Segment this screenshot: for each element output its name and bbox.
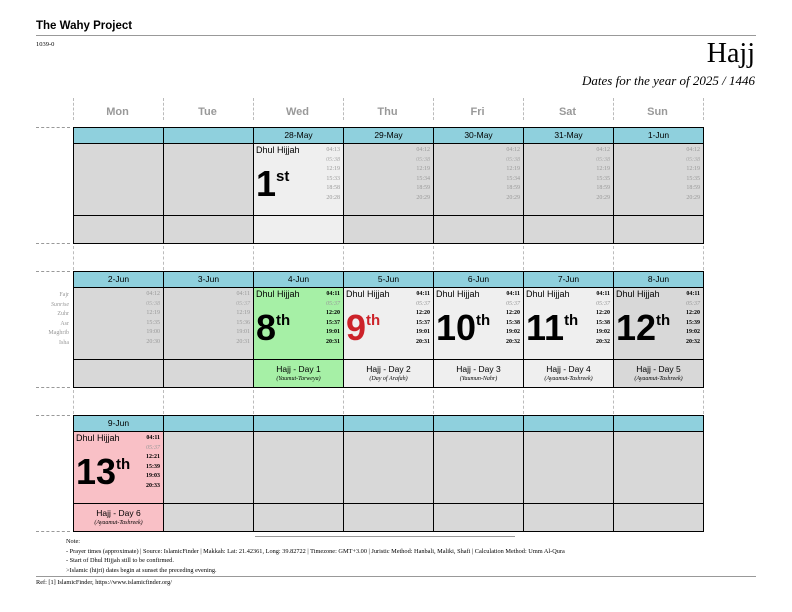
day-header-thu: Thu: [377, 106, 398, 118]
note-cell: [253, 215, 344, 244]
day-header-sun: Sun: [647, 106, 668, 118]
dash-sep: [343, 390, 344, 414]
date-header: [613, 415, 704, 432]
dash-sep: [343, 246, 344, 270]
date-header: 6-Jun: [433, 271, 524, 288]
notes-line: - Prayer times (approximate) | Source: IslamicFinder | Makkah: Lat: 21.42361, Long: 39.82722 | Timezone: GMT+3.00 | Juristic Method: Hanbali, Maliki, Shafi | Calculation Method: Umm Al-Qura: [66, 547, 565, 555]
prayer-times: 04:12 05:38 12:19 15:34 18:59 20:29: [506, 147, 520, 201]
date-header: 9-Jun: [73, 415, 164, 432]
day-cell-1st: [253, 143, 344, 216]
note-cell: [343, 503, 434, 532]
row-dash: [36, 127, 70, 128]
hajj-day-cell: [613, 359, 704, 388]
prayer-times: 04:12 05:38 12:19 15:35 19:00 20:30: [146, 291, 160, 345]
hajj-day-cell: [523, 359, 614, 388]
hajj-day-name: (Ayaamut-Tashreek): [544, 376, 593, 382]
hijri-month: Dhul Hijjah: [256, 289, 300, 299]
prayer-times: 04:13 05:38 12:19 15:33 18:58 20:28: [326, 147, 340, 201]
note-cell: [343, 215, 434, 244]
note-cell: [73, 359, 164, 388]
dash-sep: [73, 98, 74, 120]
day-header-tue: Tue: [198, 106, 217, 118]
note-cell: [433, 503, 524, 532]
prayer-times: 04:11 05:37 12:20 15:37 19:01 20:31: [326, 291, 340, 345]
row-dash: [36, 271, 70, 272]
dash-sep: [433, 98, 434, 120]
hajj-day-name: (Yaumut-Tarweya): [276, 376, 321, 382]
date-header: 29-May: [343, 127, 434, 144]
day-header-fri: Fri: [470, 106, 485, 118]
row-dash: [36, 243, 70, 244]
dash-sep: [73, 246, 74, 270]
dash-sep: [523, 246, 524, 270]
dash-sep: [433, 390, 434, 414]
date-header: [73, 127, 164, 144]
hijri-month: Dhul Hijjah: [526, 289, 570, 299]
day-cell-8th: [253, 287, 344, 360]
date-header: 4-Jun: [253, 271, 344, 288]
day-cell: [253, 431, 344, 504]
notes-line: - Start of Dhul Hijjah still to be confirmed.: [66, 557, 174, 564]
dash-sep: [253, 246, 254, 270]
hajj-day-cell: [253, 359, 344, 388]
hajj-day-name: (Yaumun-Nahr): [459, 376, 498, 382]
dash-sep: [163, 390, 164, 414]
date-header: 8-Jun: [613, 271, 704, 288]
day-cell: [163, 287, 254, 360]
prayer-times: 04:11 05:37 12:20 15:38 19:02 20:32: [506, 291, 520, 345]
day-cell: [343, 431, 434, 504]
prayer-times: 04:11 05:37 12:20 15:37 19:01 20:31: [416, 291, 430, 345]
hajj-day-name: (Day of Arafah): [369, 376, 408, 382]
hijri-day: 12th: [616, 307, 671, 348]
hajj-day-label: Hajj - Day 3: [456, 364, 501, 374]
dash-sep: [613, 390, 614, 414]
row-dash: [36, 387, 70, 388]
day-header-sat: Sat: [558, 106, 577, 118]
hajj-day-cell: [433, 359, 524, 388]
dash-sep: [163, 98, 164, 120]
header-rule: [36, 35, 756, 36]
note-cell: [253, 503, 344, 532]
prayer-times: 04:11 05:37 12:19 15:36 19:01 20:31: [236, 291, 250, 345]
date-header: [163, 127, 254, 144]
hajj-day-label: Hajj - Day 5: [636, 364, 681, 374]
hijri-month: Dhul Hijjah: [76, 433, 120, 443]
hijri-day: 13th: [76, 451, 131, 492]
hajj-day-label: Hajj - Day 1: [276, 364, 321, 374]
day-cell-12th: [613, 287, 704, 360]
hijri-day: 10th: [436, 307, 491, 348]
hijri-day: 11th: [526, 307, 579, 348]
note-cell: [613, 215, 704, 244]
dash-sep: [523, 98, 524, 120]
day-cell: [73, 143, 164, 216]
prayer-times: 04:11 05:37 12:21 15:39 19:03 20:33: [146, 435, 160, 489]
date-header: [523, 415, 614, 432]
row-dash: [36, 415, 70, 416]
page-subtitle: Dates for the year of 2025 / 1446: [582, 73, 755, 88]
day-cell: [163, 143, 254, 216]
dash-sep: [703, 390, 704, 414]
date-header: [433, 415, 524, 432]
dash-sep: [433, 246, 434, 270]
note-cell: [433, 215, 524, 244]
date-header: [253, 415, 344, 432]
dash-sep: [703, 246, 704, 270]
day-cell-10th: [433, 287, 524, 360]
prayer-times: 04:12 05:38 12:19 15:35 18:59 20:29: [686, 147, 700, 201]
hajj-day-name: (Ayaamut-Tashreek): [94, 520, 143, 526]
day-cell-11th: [523, 287, 614, 360]
notes-line: >Islamic (hijri) dates begin at sunset the preceding evening.: [66, 566, 217, 574]
dash-sep: [253, 98, 254, 120]
prayer-times: 04:11 05:37 12:20 15:39 19:02 20:32: [686, 291, 700, 345]
dash-sep: [523, 390, 524, 414]
brand-name: The Wahy Project: [36, 20, 133, 32]
day-cell: [433, 143, 524, 216]
note-cell: [613, 503, 704, 532]
dash-sep: [253, 390, 254, 414]
hajj-day-label: Hajj - Day 6: [96, 508, 141, 518]
hajj-day-label: Hajj - Day 4: [546, 364, 591, 374]
note-cell: [73, 215, 164, 244]
date-header: 7-Jun: [523, 271, 614, 288]
date-header: 31-May: [523, 127, 614, 144]
hajj-day-cell: [343, 359, 434, 388]
day-cell-9th: [343, 287, 434, 360]
date-header: 1-Jun: [613, 127, 704, 144]
day-header-wed: Wed: [285, 106, 310, 118]
day-cell: [73, 287, 164, 360]
reference: Ref: [1] IslamicFinder, https://www.islamicfinder.org/: [36, 579, 172, 586]
note-cell: [163, 215, 254, 244]
date-header: 30-May: [433, 127, 524, 144]
date-header: [163, 415, 254, 432]
dash-sep: [343, 98, 344, 120]
date-header: 3-Jun: [163, 271, 254, 288]
day-cell: [613, 431, 704, 504]
day-cell-13th: [73, 431, 164, 504]
date-header: 28-May: [253, 127, 344, 144]
day-cell: [343, 143, 434, 216]
note-cell: [523, 215, 614, 244]
hijri-month: Dhul Hijjah: [616, 289, 660, 299]
dash-sep: [73, 390, 74, 414]
date-header: 5-Jun: [343, 271, 434, 288]
day-cell: [523, 431, 614, 504]
day-cell: [613, 143, 704, 216]
note-cell: [163, 359, 254, 388]
hijri-month: Dhul Hijjah: [436, 289, 480, 299]
day-cell: [523, 143, 614, 216]
dash-sep: [163, 246, 164, 270]
hajj-day-name: (Ayaamut-Tashreek): [634, 376, 683, 382]
hijri-month: Dhul Hijjah: [256, 145, 300, 155]
dash-sep: [613, 98, 614, 120]
hajj-day-label: Hajj - Day 2: [366, 364, 411, 374]
prayer-labels: Fajr Sunrise Zuhr Asr Maghrib Isha: [48, 292, 69, 346]
day-header-mon: Mon: [106, 106, 129, 118]
note-cell: [523, 503, 614, 532]
notes: [66, 537, 565, 575]
hijri-day: 9th: [346, 307, 381, 348]
hijri-month: Dhul Hijjah: [346, 289, 390, 299]
prayer-times: 04:12 05:38 12:19 15:34 18:59 20:29: [416, 147, 430, 201]
note-cell: [163, 503, 254, 532]
day-cell: [163, 431, 254, 504]
doc-id: 1039-0: [36, 41, 55, 48]
dash-sep: [703, 98, 704, 120]
hajj-day-cell: [73, 503, 164, 532]
row-dash: [36, 531, 70, 532]
notes-title: Note:: [66, 538, 80, 545]
prayer-times: 04:11 05:37 12:20 15:38 19:02 20:32: [596, 291, 610, 345]
hijri-day: 8th: [256, 307, 291, 348]
date-header: [343, 415, 434, 432]
day-cell: [433, 431, 524, 504]
page-title: Hajj: [706, 38, 755, 69]
dash-sep: [613, 246, 614, 270]
footer-rule: [36, 576, 756, 577]
date-header: 2-Jun: [73, 271, 164, 288]
hijri-day: 1st: [256, 163, 290, 204]
prayer-times: 04:12 05:38 12:19 15:35 18:59 20:29: [596, 147, 610, 201]
